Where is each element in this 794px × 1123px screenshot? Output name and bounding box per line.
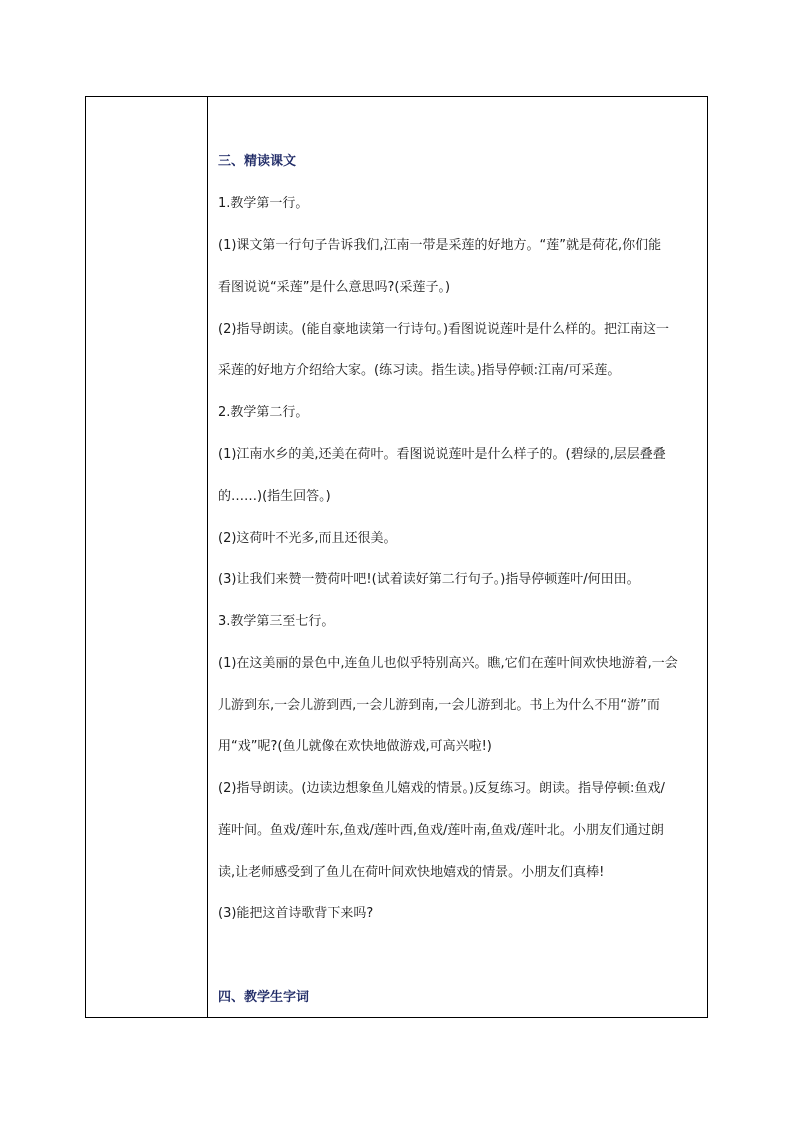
paragraph-line-2-praise: (3)让我们来赞一赞荷叶吧!(试着读好第二行句子。)指导停顿莲叶/何田田。 — [218, 572, 640, 587]
paragraph-line-1-explain: (1)课文第一行句子告诉我们,江南一带是采莲的好地方。“莲”就是荷花,你们能 — [218, 238, 662, 253]
paragraph-teach-line-2: 2.教学第二行。 — [218, 405, 309, 420]
paragraph-line-1-reading: (2)指导朗读。(能自豪地读第一行诗句。)看图说说莲叶是什么样的。把江南这一 — [218, 322, 670, 337]
paragraph-fish-reading-end: 读,让老师感受到了鱼儿在荷叶间欢快地嬉戏的情景。小朋友们真棒! — [218, 865, 605, 880]
paragraph-line-1-explain-cont: 看图说说“采莲”是什么意思吗?(采莲子。) — [218, 280, 451, 295]
paragraph-fish-reading: (2)指导朗读。(边读边想象鱼儿嬉戏的情景。)反复练习。朗读。指导停顿:鱼戏/ — [218, 781, 665, 796]
paragraph-fish-explain-end: 用“戏”呢?(鱼儿就像在欢快地做游戏,可高兴啦!) — [218, 739, 492, 754]
paragraph-fish-explain: (1)在这美丽的景色中,连鱼儿也似乎特别高兴。瞧,它们在莲叶间欢快地游着,一会 — [218, 656, 678, 671]
paragraph-teach-lines-3-7: 3.教学第三至七行。 — [218, 614, 335, 629]
paragraph-line-2-explain-cont: 的……)(指生回答。) — [218, 489, 331, 504]
section-heading-close-reading: 三、精读课文 — [218, 154, 297, 169]
lesson-table — [85, 96, 708, 1018]
table-left-column — [86, 97, 208, 1017]
paragraph-line-2-beauty: (2)这荷叶不光多,而且还很美。 — [218, 531, 397, 546]
paragraph-fish-reading-cont: 莲叶间。鱼戏/莲叶东,鱼戏/莲叶西,鱼戏/莲叶南,鱼戏/莲叶北。小朋友们通过朗 — [218, 823, 664, 838]
table-content-column — [208, 97, 707, 1017]
paragraph-teach-line-1: 1.教学第一行。 — [218, 196, 309, 211]
section-heading-new-words: 四、教学生字词 — [218, 990, 310, 1005]
paragraph-line-2-explain: (1)江南水乡的美,还美在荷叶。看图说说莲叶是什么样子的。(碧绿的,层层叠叠 — [218, 447, 666, 462]
paragraph-recite: (3)能把这首诗歌背下来吗? — [218, 906, 374, 921]
paragraph-line-1-reading-cont: 采莲的好地方介绍给大家。(练习读。指生读。)指导停顿:江南/可采莲。 — [218, 363, 621, 378]
paragraph-fish-explain-cont: 儿游到东,一会儿游到西,一会儿游到南,一会儿游到北。书上为什么不用“游”而 — [218, 698, 660, 713]
